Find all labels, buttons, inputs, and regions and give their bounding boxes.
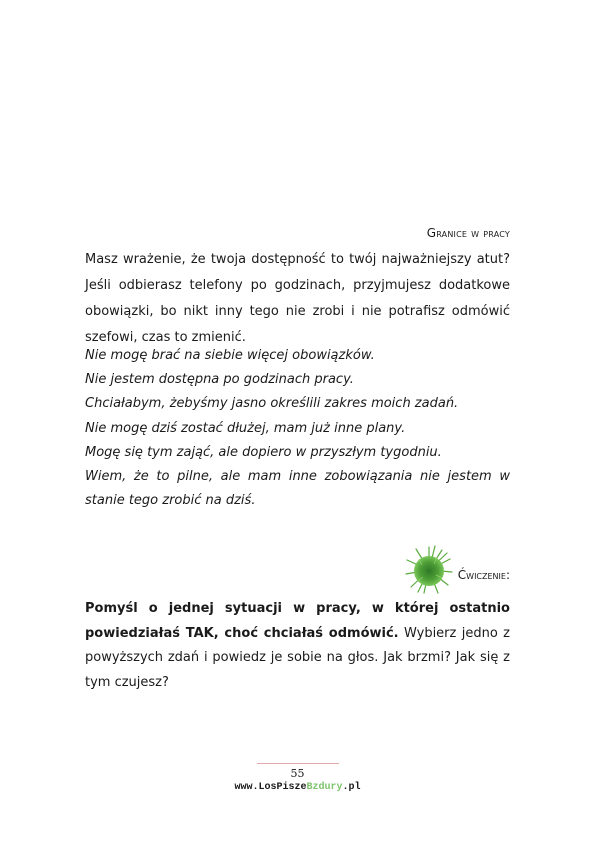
footer-divider [257,763,339,764]
brand-suffix: .pl [342,782,361,793]
intro-paragraph: Masz wrażenie, że twoja dostępność to twój najważniejszy atut? Jeśli odbierasz telefony po godzinach, przyjmujesz dodatkowe obowiązki, bo nikt inny tego nie zrobi i nie potrafisz odmówić szefowi, czas to zmienić. [85,252,510,345]
phrase-line: Nie jestem dostępna po godzinach pracy. [85,372,354,388]
phrase-line: Chciałabym, żebyśmy jasno określili zakres moich zadań. [85,396,459,412]
exercise-bold-text: Pomyśl o jednej sytuacji w pracy, w której ostatnio powiedziałaś TAK, choć chciałaś odmówić. [85,601,510,641]
exercise-label: Ćwiczenie: [457,568,510,582]
exercise-rest-text: Wybierz jedno z powyższych zdań i powiedz je sobie na głos. Jak brzmi? Jak się z tym czujesz? [85,625,510,690]
exercise-header [404,544,510,596]
phrase-line: Wiem, że to pilne, ale mam inne zobowiązania nie jestem w stanie tego zrobić na dziś. [85,469,510,509]
exercise-paragraph [85,597,510,695]
phrase-line: Nie mogę dziś zostać dłużej, mam już inne plany. [85,420,406,436]
footer-brand-link [0,782,595,793]
page-number: 55 [290,767,305,780]
brand-accent: Bzdury [306,782,343,793]
example-phrases [85,344,510,513]
brand-prefix: www.LosPisze [234,782,307,793]
phrase-line: Nie mogę brać na siebie więcej obowiązków. [85,348,375,363]
phrase-line: Mogę się tym zająć, ale dopiero w przyszłym tygodniu. [85,444,442,460]
grass-ball-icon [404,545,454,595]
section-heading: Granice w pracy [426,226,510,240]
